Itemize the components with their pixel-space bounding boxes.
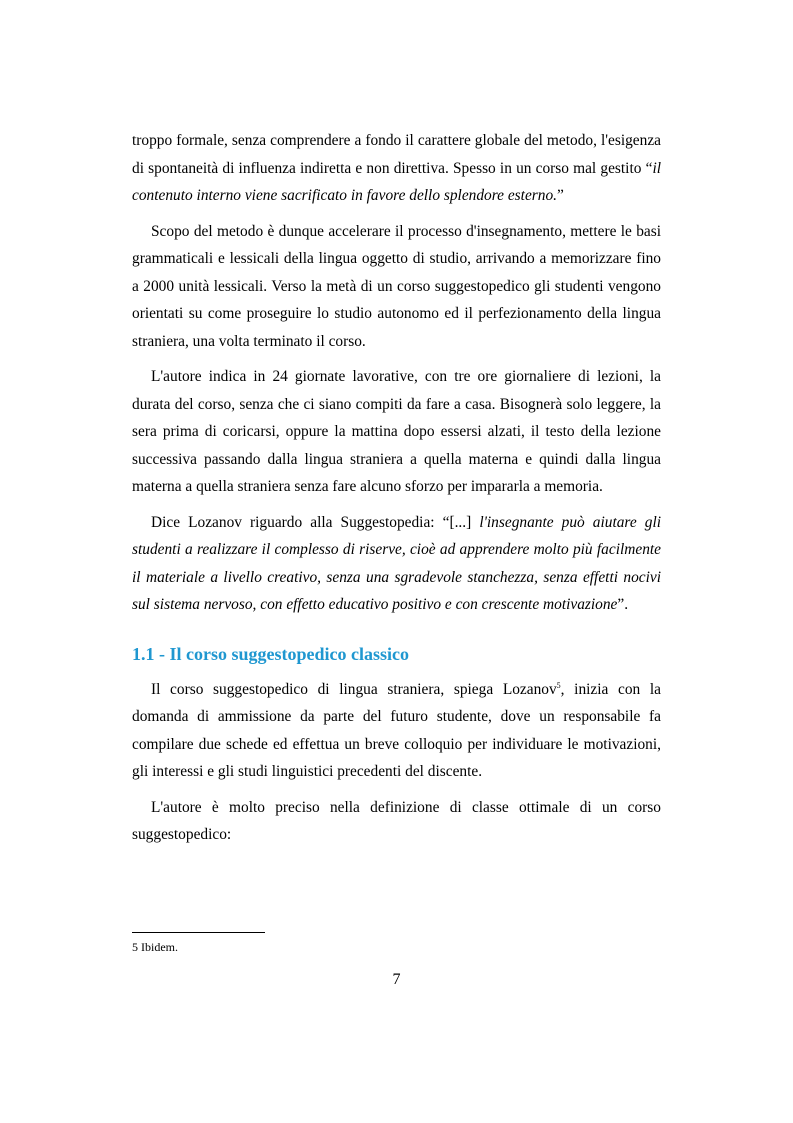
italic-quote: il contenuto interno viene sacrificato in favore dello splendore esterno. bbox=[132, 159, 661, 204]
footnote-reference[interactable]: 5 bbox=[556, 680, 561, 690]
closing-quote-mark: ” bbox=[557, 187, 564, 204]
footnote-divider bbox=[132, 932, 265, 933]
paragraph-course-duration: L'autore indica in 24 giornate lavorative, con tre ore giornaliere di lezioni, la durata del corso, senza che ci siano compiti da fare a casa. Bisognerà solo leggere, la sera prima di coricarsi, oppure la mattina dopo essersi alzati, il testo della lezione successiva passando dalla lingua straniera a quella materna e quindi dalla lingua materna a quella straniera senza fare alcuno sforzo per impararla a memoria. bbox=[132, 368, 661, 495]
paragraph-text: Il corso suggestopedico di lingua straniera, spiega Lozanov bbox=[151, 680, 557, 698]
paragraph-method-goal: Scopo del metodo è dunque accelerare il processo d'insegnamento, mettere le basi grammaticali e lessicali della lingua oggetto di studio, arrivando a memorizzare fino a 2000 unità lessicali. Verso la metà di un corso suggestopedico gli studenti vengono orientati su come proseguire lo studio autonomo ed il perfezionamento della lingua straniera, una volta terminato il corso. bbox=[132, 222, 661, 350]
paragraph-text: troppo formale, senza comprendere a fondo il carattere globale del metodo, l'esigenza di spontaneità di influenza indiretta e non direttiva. Spesso in un corso mal gestito “ bbox=[132, 132, 661, 177]
italic-quote: l'insegnante può aiutare gli studenti a realizzare il complesso di riserve, cioè ad apprendere molto più facilmente il materiale a livello creativo, senza una sgradevole stanchezza, senza effetti nocivi sul sistema nervoso, con effetto educativo positivo e con crescente motivazione bbox=[132, 513, 661, 613]
section-heading: 1.1 - Il corso suggestopedico classico bbox=[132, 643, 409, 664]
page-number: 7 bbox=[392, 971, 401, 988]
closing-quote-mark: ”. bbox=[617, 596, 629, 613]
paragraph-optimal-class: L'autore è molto preciso nella definizione di classe ottimale di un corso suggestopedico: bbox=[132, 798, 661, 843]
page-body bbox=[132, 127, 661, 849]
paragraph-text: , inizia con la domanda di ammissione da parte del futuro studente, dove un responsabile fa compilare due schede ed effettua un breve colloquio per individuare le motivazioni, gli interessi e gli studi linguistici precedenti del discente. bbox=[132, 680, 662, 780]
paragraph-lozanov-quote bbox=[132, 509, 661, 619]
paragraph-course-intro bbox=[132, 676, 661, 786]
paragraph-text: Dice Lozanov riguardo alla Suggestopedia: “[...] bbox=[151, 513, 480, 531]
paragraph-continuation bbox=[132, 127, 661, 210]
footnote: 5 Ibidem. bbox=[132, 940, 178, 954]
